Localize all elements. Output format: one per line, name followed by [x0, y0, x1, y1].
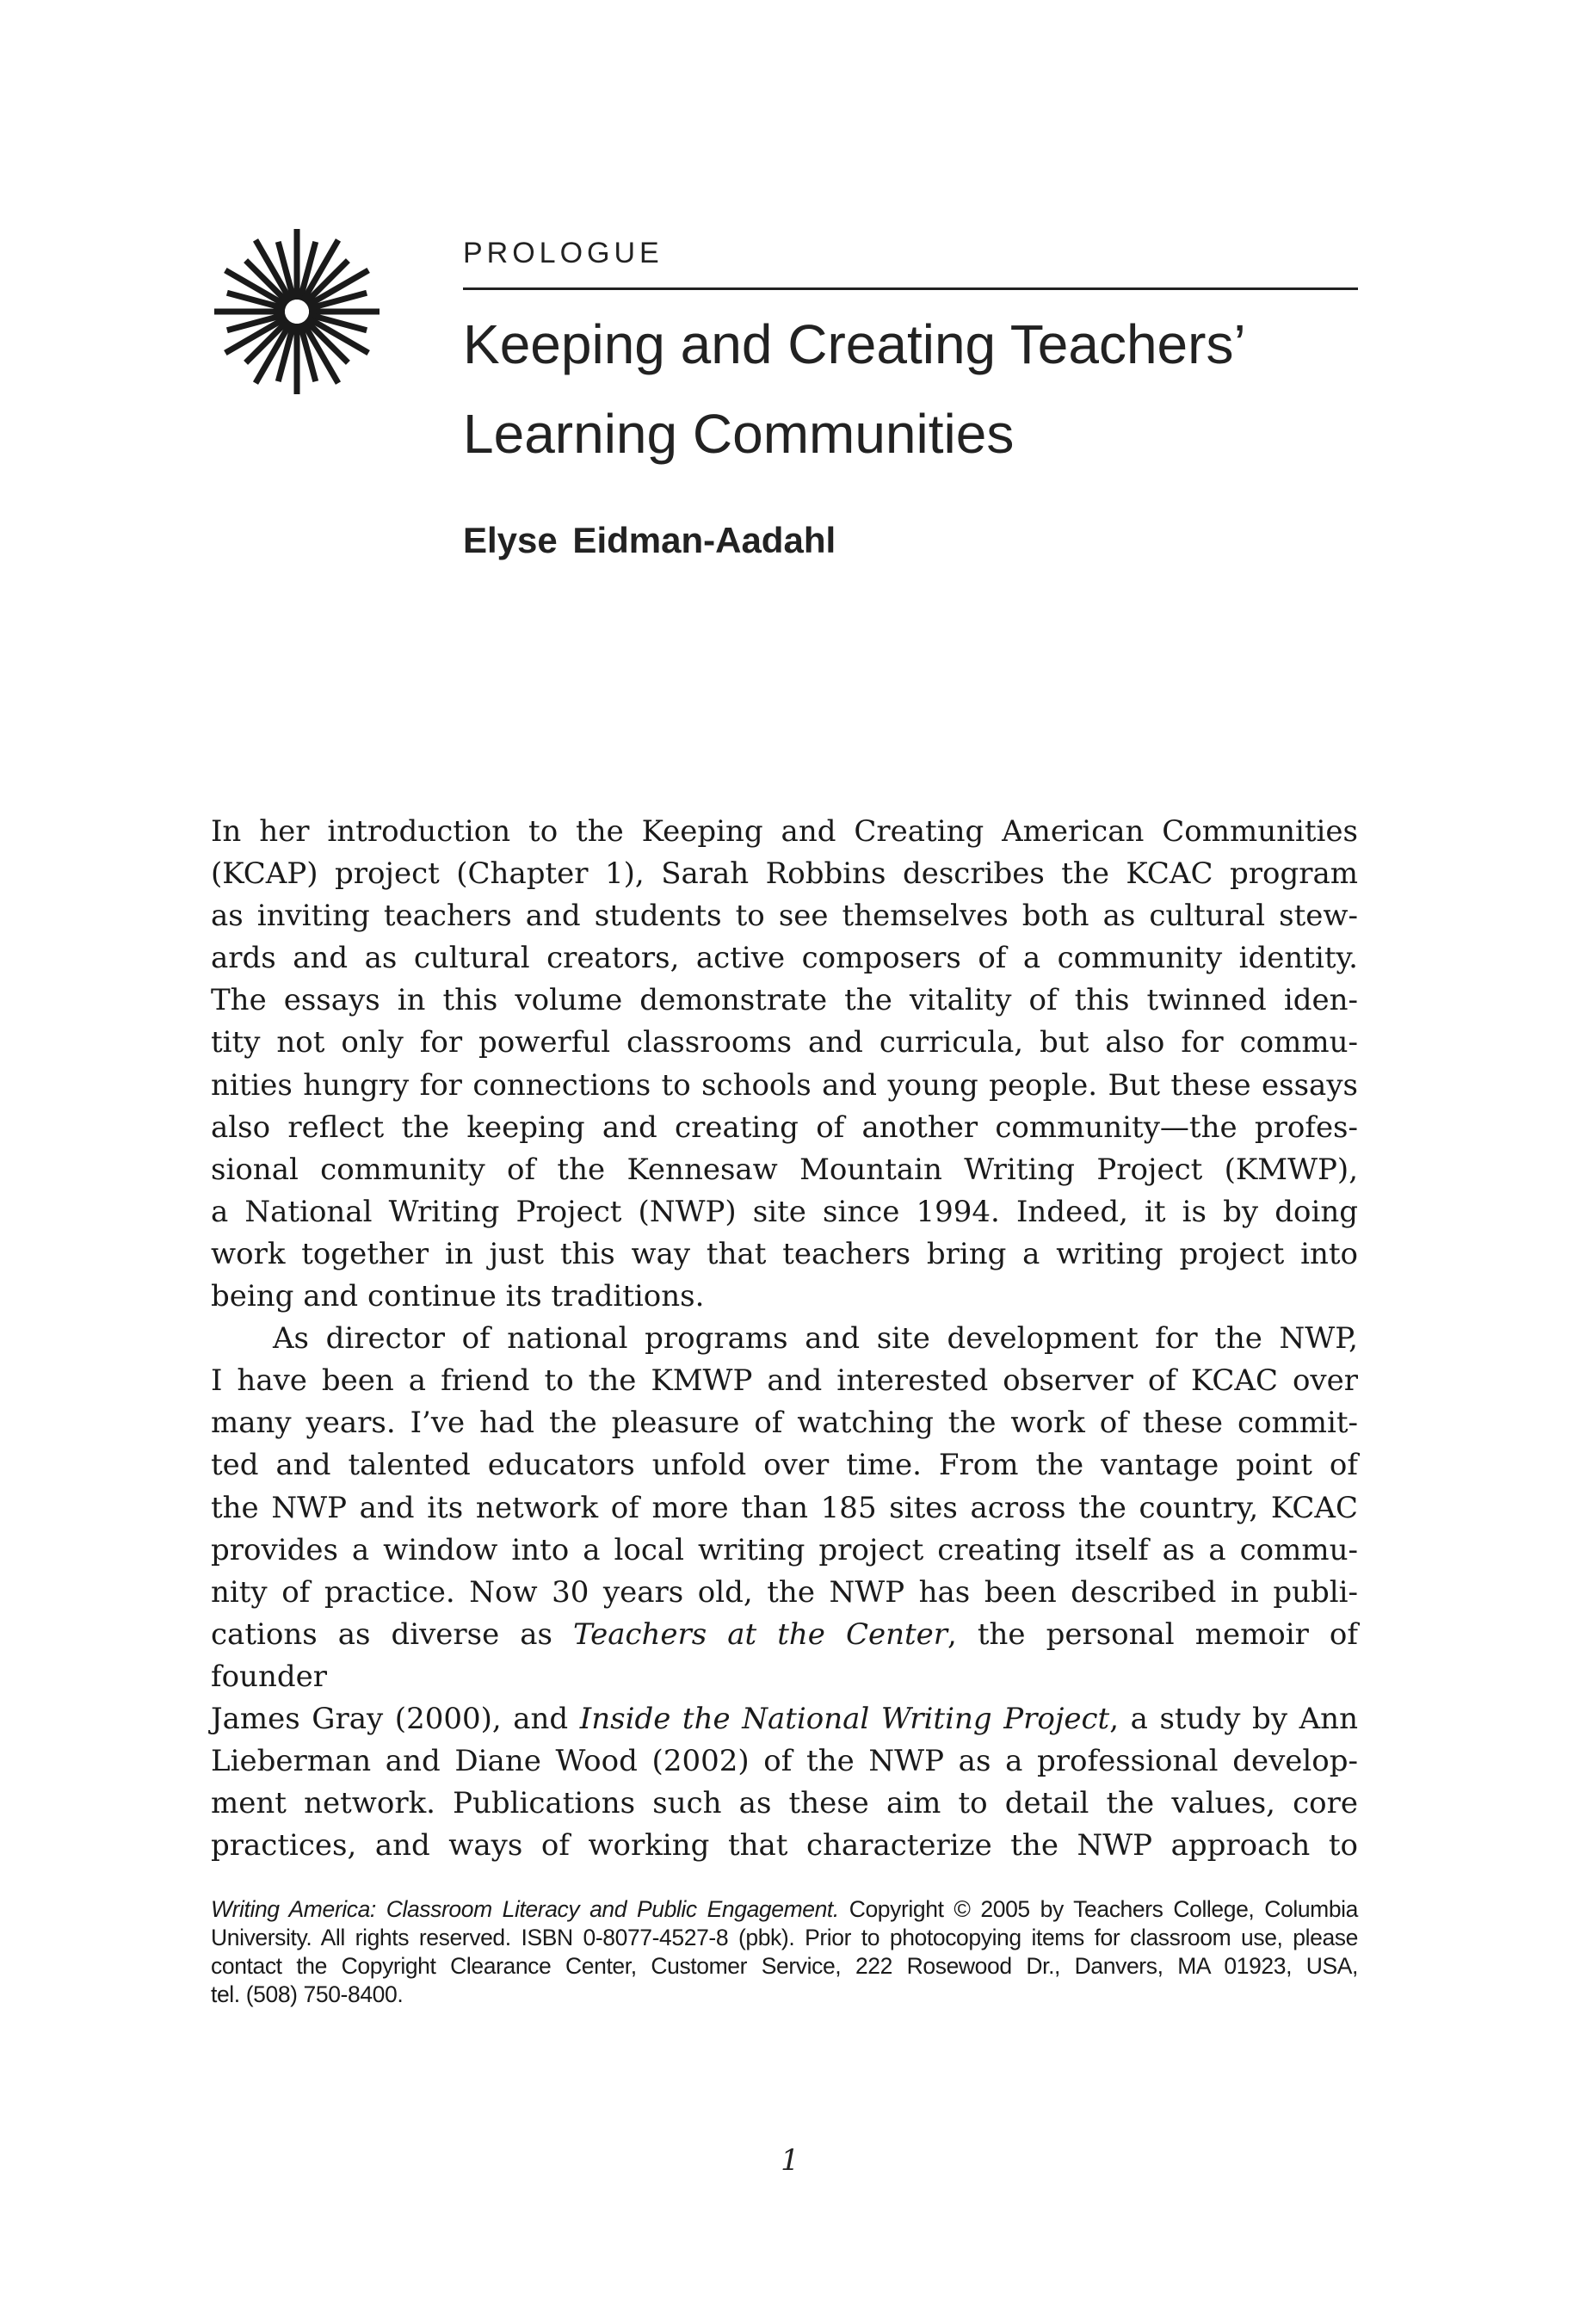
italic-book-title: Inside the National Writing Project	[579, 1701, 1110, 1736]
text-run: James Gray (2000), and	[211, 1701, 580, 1736]
text-line: The essays in this volume demonstrate the vitality of this twinned iden-	[211, 983, 1358, 1018]
text-line: also reflect the keeping and creating of another community—the profes-	[211, 1109, 1358, 1145]
chapter-kicker: PROLOGUE	[463, 237, 663, 269]
title-line-2: Learning Communities	[463, 403, 1015, 465]
copyright-notice	[211, 1895, 1358, 2009]
text-line: the NWP and its network of more than 185 sites across the country, KCAC	[211, 1490, 1358, 1525]
text-line: ted and talented educators unfold over time. From the vantage point of	[211, 1448, 1358, 1483]
text-line	[211, 1614, 1358, 1698]
text-line: In her introduction to the Keeping and Creating American Communities	[211, 814, 1358, 849]
text-line: nity of practice. Now 30 years old, the NWP has been described in publi-	[211, 1574, 1358, 1610]
copyright-book-title: Writing America: Classroom Literacy and Public Engagement.	[211, 1896, 839, 1922]
text-line: sional community of the Kennesaw Mountain Writing Project (KMWP),	[211, 1152, 1358, 1187]
text-run: , a study by Ann	[1109, 1701, 1358, 1736]
copyright-line: contact the Copyright Clearance Center, Customer Service, 222 Rosewood Dr., Danvers, MA 01923, USA,	[211, 1953, 1358, 1979]
copyright-line: tel. (508) 750-8400.	[211, 1981, 404, 2007]
italic-book-title: Teachers at the Center	[573, 1616, 948, 1652]
text-line: As director of national programs and site development for the NWP,	[273, 1321, 1358, 1357]
starburst-icon	[211, 226, 383, 398]
text-line: Lieberman and Diane Wood (2002) of the NWP as a professional develop-	[211, 1744, 1358, 1779]
page-number: 1	[781, 2143, 799, 2178]
text-line: ards and as cultural creators, active composers of a community identity.	[211, 941, 1358, 976]
text-line	[211, 1698, 1358, 1740]
text-line: (KCAP) project (Chapter 1), Sarah Robbins describes the KCAC program	[211, 856, 1358, 892]
text-line: provides a window into a local writing project creating itself as a commu-	[211, 1532, 1358, 1567]
text-line: as inviting teachers and students to see themselves both as cultural stew-	[211, 899, 1358, 934]
text-line: practices, and ways of working that characterize the NWP approach to	[211, 1828, 1358, 1864]
copyright-line: University. All rights reserved. ISBN 0-8077-4527-8 (pbk). Prior to photocopying items for classroom use, please	[211, 1925, 1358, 1950]
author-name: Elyse Eidman-Aadahl	[463, 520, 836, 560]
text-line: being and continue its traditions.	[211, 1279, 705, 1314]
paragraph-1	[211, 811, 1358, 1318]
text-line: many years. I’ve had the pleasure of watching the work of these commit-	[211, 1406, 1358, 1441]
text-line: tity not only for powerful classrooms and curricula, but also for commu-	[211, 1025, 1358, 1060]
title-line-1: Keeping and Creating Teachers’	[463, 313, 1246, 375]
text-line: I have been a friend to the KMWP and interested observer of KCAC over	[211, 1363, 1358, 1399]
text-run: , the personal memoir of founder	[211, 1616, 1358, 1694]
text-run: Copyright © 2005 by Teachers College, Columbia	[838, 1896, 1358, 1922]
body-text	[211, 811, 1358, 1867]
chapter-title	[463, 300, 1375, 479]
text-run: cations as diverse as	[211, 1616, 574, 1652]
text-line: work together in just this way that teachers bring a writing project into	[211, 1236, 1358, 1271]
paragraph-2	[211, 1318, 1358, 1867]
text-line: ment network. Publications such as these aim to detail the values, core	[211, 1786, 1358, 1821]
text-line: nities hungry for connections to schools and young people. But these essays	[211, 1067, 1358, 1103]
title-rule	[463, 287, 1358, 290]
text-line: a National Writing Project (NWP) site since 1994. Indeed, it is by doing	[211, 1194, 1358, 1229]
copyright-line	[211, 1895, 1358, 1924]
